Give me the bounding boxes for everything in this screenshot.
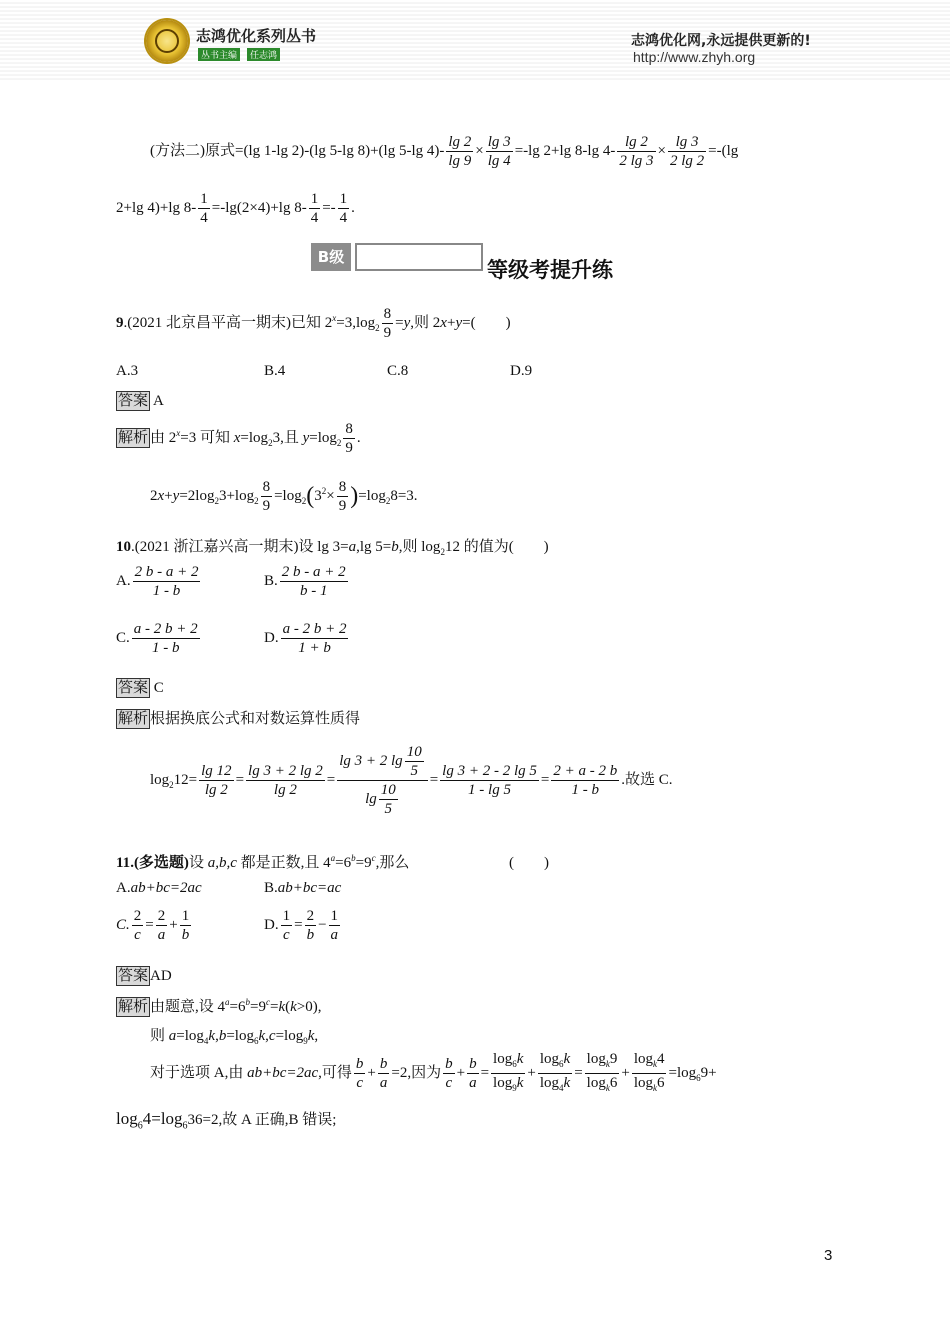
method2-line2: 2+lg 4)+lg 8- $\frac{1}{4}$ =-lg(2×4)+lg 8- $\frac{1}{4}$ =- $\frac{1}{4}$ . [116,191,355,226]
q9-option-d: D.9 [510,363,533,379]
answer-label: 答案 [118,680,149,696]
method2-line1: (方法二)原式=(lg 1-lg 2)-(lg 5-lg 8)+(lg 5-lg 4)- $\frac{\lg 2}{\lg 9}$ × $\frac{\lg 3}{\lg 4}$ =-lg 2+lg 8-lg 4- $\frac{\lg 2}{2 \lg 3}$ × $\frac{\lg 3}{2 \lg 2}$ =-(lg [150,134,739,169]
analysis-label: 解析 [118,711,149,727]
q10-option-d: D. $\frac{a - 2 b + 2}{1 + b}$ [264,621,347,656]
q11-option-c: C. $\frac{2}{c}$ = $\frac{2}{a}$ + $\frac{1}{b}$ [116,908,190,943]
q9-stem: 9.(2021 北京昌平高一期末)已知 $2^x=3,\log_2$ $\frac{8}{9}$ =y,则 2x+y=( ) [116,306,511,341]
q11-analysis-line3: 对于选项 A,由 ab+bc=2ac,可得 $\frac{b}{c}$ + $\frac{b}{a}$ =2,因为 $\frac{b}{c}$ + $\frac{b}{a}$ = $\frac{\log_6k}{\log_9k}$ + $\frac{\log_6k}{\log_4k}$ = $\frac{\log_k9}{\log_k6}$ + $\frac{\log_k4}{\log_k6}$ $=\log_69+$ [150,1051,717,1093]
q9-option-a: A.3 [116,363,139,379]
page-number: 3 [824,1247,833,1264]
section-title: 等级考提升练 [487,258,613,282]
q10-answer: 答案 C [118,680,164,696]
header-slogan: 志鸿优化网,永远提供更新的! [631,33,811,49]
q10-derivation: $\log_212=$ $\frac{\lg 12}{\lg 2}$ = $\frac{\lg 3 + 2 \lg 2}{\lg 2}$ = lg 3 + 2 lg $\frac{10}{5}$ lg $\frac{10}{5}$ = $\frac{\lg 3 + 2 - 2 \lg 5}{1 - \lg 5}$ = $\frac{2 + a - 2 b}{1 - b}$ .故选 C. [150,744,673,817]
q11-paren: ( ) [509,855,549,871]
header-url[interactable]: http://www.zhyh.org [633,49,756,65]
answer-label: 答案 [118,968,149,984]
grade-badge: B级 [311,243,351,271]
q9-analysis-line1: 解析 由 $2^x=3$ 可知 $x=\log_23$,且 $y=\log_2$ $\frac{8}{9}$ . [118,421,361,456]
analysis-label: 解析 [118,999,149,1015]
logo-emblem-icon [146,20,188,62]
q9-answer: 答案 A [118,393,164,409]
q11-option-b: B.ab+bc=ac [264,880,342,896]
q9-option-c: C.8 [387,363,409,379]
q9-analysis-line2: $2x+y=2\log_23+\log_2$ $\frac{8}{9}$ $=\log_2(3^2\times$ $\frac{8}{9}$ )$=\log_28=3$. [150,479,418,514]
q11-option-a: A.ab+bc=2ac [116,880,202,896]
q10-option-c: C. $\frac{a - 2 b + 2}{1 - b}$ [116,621,198,656]
analysis-label: 解析 [118,429,149,446]
answer-label: 答案 [118,393,149,409]
q10-stem: 10.(2021 浙江嘉兴高一期末)设 lg 3=a,lg 5=b,则 $\log_212$ 的值为( ) [116,539,549,557]
editor-label: 丛书主编 [198,48,240,61]
q9-option-b: B.4 [264,363,286,379]
q11-analysis-line2: 则 $a=\log_4k,b=\log_6k,c=\log_9k$, [150,1028,319,1046]
editor-name: 任志鸿 [247,48,280,61]
q10-option-b: B. $\frac{2 b - a + 2}{b - 1}$ [264,564,346,599]
q11-stem: 11.(多选题)设 a,b,c 都是正数,且 $4^a=6^b=9^c$,那么 [116,853,410,871]
q10-option-a: A. $\frac{2 b - a + 2}{1 - b}$ [116,564,199,599]
q11-answer: 答案 AD [118,968,172,984]
series-title: 志鸿优化系列丛书 [196,27,317,45]
grade-bar [355,243,483,271]
q10-analysis-label: 解析 根据换底公式和对数运算性质得 [118,711,361,727]
q11-analysis-line1: 解析 由题意,设 $4^a=6^b=9^c=k(k>0)$, [118,997,322,1015]
q11-analysis-line4: $\log_64=\log_636=2$,故 A 正确,B 错误; [116,1109,337,1132]
q11-option-d: D. $\frac{1}{c}$ = $\frac{2}{b}$ − $\frac{1}{a}$ [264,908,339,943]
